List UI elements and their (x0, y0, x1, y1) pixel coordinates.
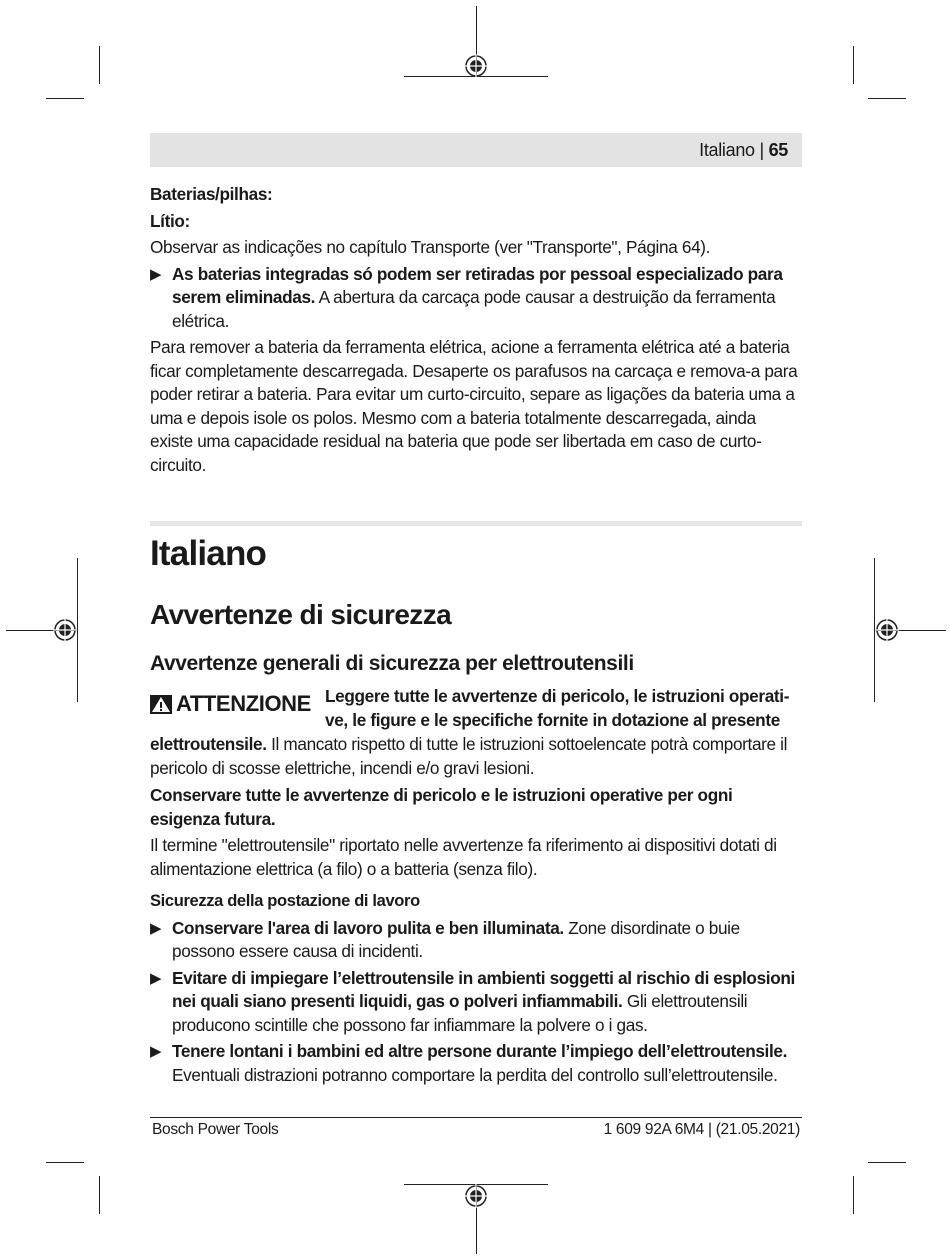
registration-mark-icon (464, 1184, 488, 1208)
registration-mark-icon (53, 618, 77, 642)
crop-mark (853, 1176, 854, 1214)
warning-bold-line: Leggere tutte le avvertenze di pericolo, le istruzioni operati- (325, 686, 790, 706)
footer-document-number: 1 609 92A 6M4 | (21.05.2021) (603, 1121, 800, 1138)
page-number: 65 (768, 140, 788, 160)
safety-content (150, 784, 802, 1087)
bullet-bold-text: Conservare l'area di lavoro pulita e ben illuminata. (172, 917, 564, 938)
header-separator: | (759, 140, 764, 160)
warning-paragraph (150, 733, 802, 780)
page-header-text (699, 140, 788, 161)
triangle-right-icon: ▶ (150, 265, 162, 283)
section-divider (150, 521, 802, 526)
bullet-text: A abertura da carcaça pode causar a destruição da ferramenta elétrica. (172, 287, 776, 331)
bullet-bold-text: As baterias integradas só podem ser retiradas por pessoal especializado para serem eliminadas. (172, 263, 783, 307)
footer-brand: Bosch Power Tools (152, 1121, 279, 1138)
bullet-text: Gli elettroutensili producono scintille che possono far infiammare la polvere o i gas. (172, 991, 748, 1035)
list-item (150, 917, 802, 964)
list-item (150, 1040, 802, 1087)
section-heading: Avvertenze di sicurezza (150, 599, 452, 630)
bullet-bold-text: Evitare di impiegare l’elettroutensile in ambienti soggetti al rischio di esplosioni nei quali siano presenti liquidi, gas o polveri infiammabili. (172, 967, 795, 1011)
crop-mark (46, 1162, 84, 1163)
crop-mark (853, 46, 854, 84)
crop-mark (99, 46, 100, 84)
crop-mark (77, 558, 78, 702)
warning-label (150, 691, 311, 717)
crop-mark (46, 98, 84, 99)
list-item (150, 967, 802, 1038)
workplace-heading: Sicurezza della postazione di lavoro (150, 892, 420, 910)
battery-heading: Baterias/pilhas: (150, 184, 273, 204)
warning-bold-text: elettroutensile. (150, 734, 267, 754)
page-header (150, 133, 802, 167)
page-title: Italiano (150, 534, 267, 573)
warning-word: ATTENZIONE (176, 691, 311, 716)
header-language: Italiano (699, 140, 755, 160)
keep-instructions-note: Conservare tutte le avvertenze di pericolo e le istruzioni operative per ogni esigenza futura. (150, 785, 733, 829)
registration-mark-icon (464, 54, 488, 78)
bullet-text: Zone disordinate o buie possono essere causa di incidenti. (172, 917, 740, 961)
subsection-heading: Avvertenze generali di sicurezza per elettroutensili (150, 652, 634, 675)
registration-mark-icon (875, 618, 899, 642)
warning-triangle-icon (150, 695, 172, 714)
crop-mark (99, 1176, 100, 1214)
term-definition: Il termine "elettroutensile" riportato nelle avvertenze fa riferimento ai dispositivi dotati di alimentazione elettrica (a filo) o a batteria (senza filo). (150, 835, 777, 879)
warning-text: Il mancato rispetto di tutte le istruzioni sottoelencate potrà comportare il pericolo di scosse elettriche, incendi e/o gravi lesioni. (150, 734, 788, 778)
triangle-right-icon: ▶ (150, 919, 162, 937)
list-item (150, 263, 802, 334)
bullet-text: Eventuali distrazioni potranno comportare la perdita del controllo sull’elettroutensile. (172, 1064, 778, 1085)
triangle-right-icon: ▶ (150, 969, 162, 987)
lithium-heading: Lítio: (150, 210, 190, 231)
warning-text-block (325, 685, 805, 732)
crop-mark (868, 98, 906, 99)
bullet-bold-text: Tenere lontani i bambini ed altre persone durante l’impiego dell’elettroutensile. (172, 1041, 788, 1061)
crop-mark (868, 1162, 906, 1163)
triangle-right-icon: ▶ (150, 1043, 162, 1060)
battery-section (150, 183, 802, 477)
transport-note: Observar as indicações no capítulo Transporte (ver "Transporte", Página 64). (150, 237, 711, 257)
warning-continuation (150, 733, 802, 780)
footer-rule (150, 1117, 802, 1118)
battery-removal-paragraph: Para remover a bateria da ferramenta elétrica, acione a ferramenta elétrica até a bateria ficar completamente descarregada. Desaperte os parafusos na carcaça e remova-a para poder retirar a bateria. Para evitar um curto-circuito, separe as ligações da bateria uma a uma e depois isole os polos. Mesmo com a bateria totalmente descarregada, ainda existe uma capacidade residual na bateria que pode ser libertada em caso de curto-circuito. (150, 337, 798, 475)
warning-bold-line: ve, le figure e le specifiche fornite in dotazione al presente (325, 709, 780, 730)
